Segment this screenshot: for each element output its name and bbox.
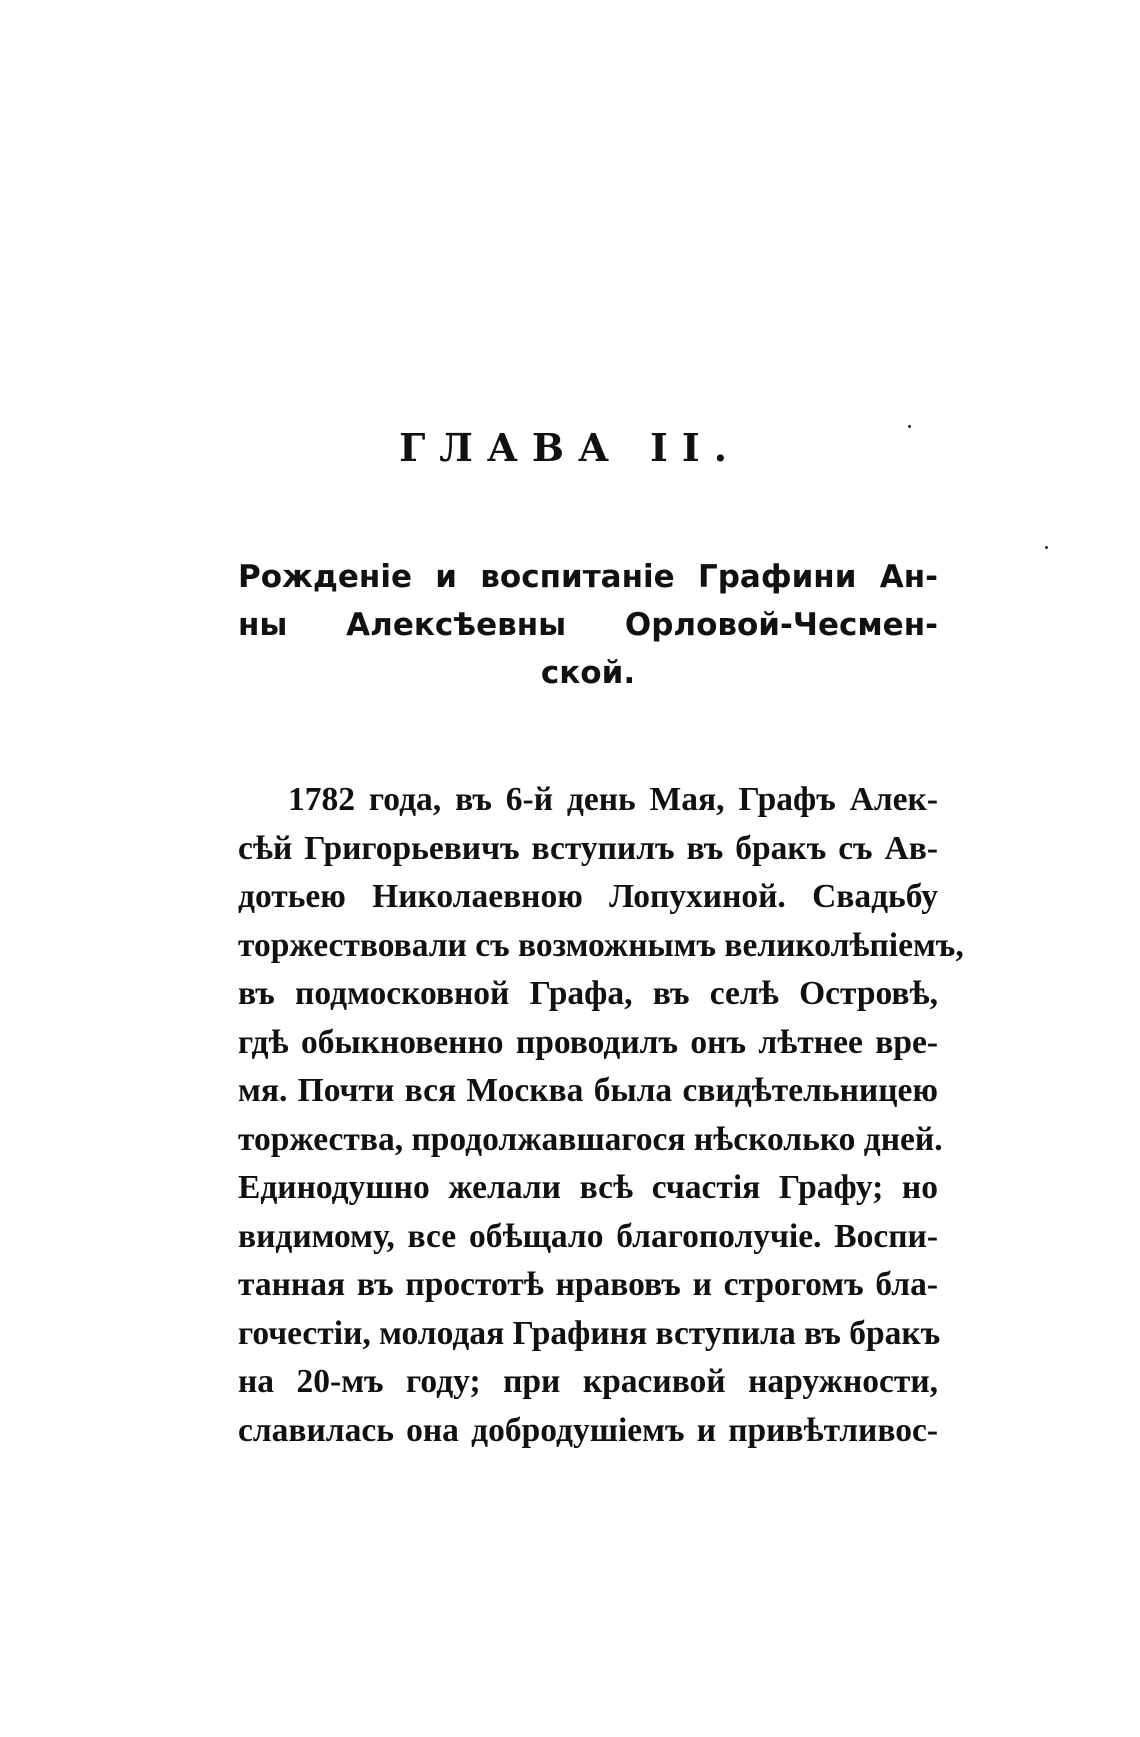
body-line: танная въ простотѣ нравовъ и строгомъ бла-	[238, 1266, 938, 1303]
body-line: торжествовали съ возможнымъ великолѣпіемъ,	[238, 926, 964, 964]
body-line: 1782 года, въ 6-й день Мая, Графъ Алек-	[288, 781, 938, 818]
chapter-subtitle	[238, 553, 938, 697]
subtitle-line: Рожденіе и воспитаніе Графини Ан-	[238, 559, 938, 595]
body-line: видимому, все обѣщало благополучіе. Воспи-	[238, 1217, 938, 1255]
body-line: мя. Почти вся Москва была свидѣтельницею	[238, 1072, 938, 1109]
body-line: въ подмосковной Графа, въ селѣ Островѣ,	[238, 975, 938, 1012]
chapter-heading: ГЛАВА II.	[399, 425, 741, 470]
body-line: дотьею Николаевною Лопухиной. Свадьбу	[238, 878, 938, 915]
body-line: сѣй Григорьевичъ вступилъ въ бракъ съ Ав-	[238, 829, 938, 867]
body-line: на 20-мъ году; при красивой наружности,	[238, 1363, 938, 1400]
body-line: гдѣ обыкновенно проводилъ онъ лѣтнее вре-	[238, 1023, 938, 1061]
body-line: торжества, продолжавшагося нѣсколько дней.	[238, 1120, 943, 1158]
body-line: Единодушно желали всѣ счастія Графу; но	[238, 1169, 938, 1206]
subtitle-line: ской.	[540, 655, 636, 691]
body-paragraph	[238, 776, 964, 1455]
body-line: гочестіи, молодая Графиня вступила въ бракъ	[238, 1314, 941, 1352]
body-line: славилась она добродушіемъ и привѣтливос-	[238, 1411, 938, 1449]
subtitle-line: ны Алексѣевны Орловой-Чесмен-	[238, 607, 938, 643]
print-speck	[1045, 546, 1048, 549]
